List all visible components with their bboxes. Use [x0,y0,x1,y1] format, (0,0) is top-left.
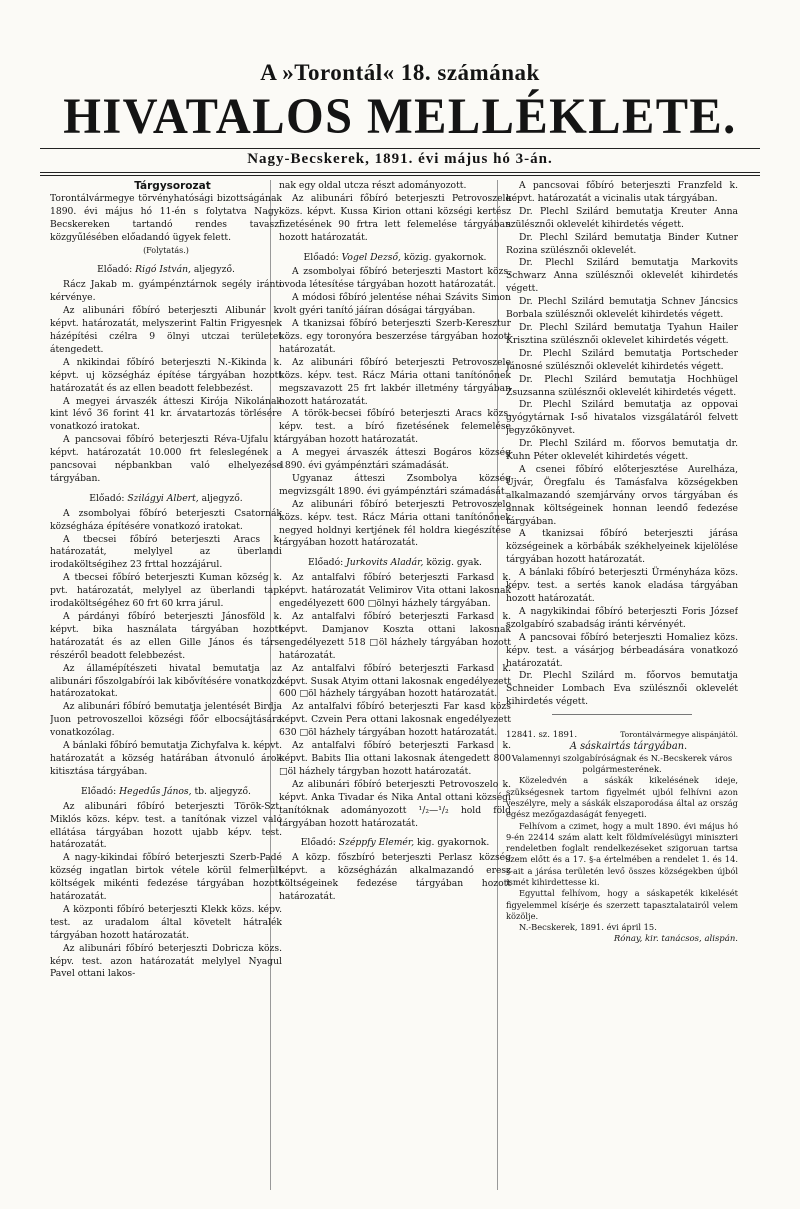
agenda-item: Az alibunári főbíró beterjeszti Dobricza közs. képv. test. azon határozatát melylyel Nyagul Pavel ottani lakos- [50,942,282,980]
notice-address: Valamennyi szolgabíróságnak és N.-Becskerek város polgármesterének. [511,752,733,775]
agenda-item: Az antalfalvi főbíró beterjeszti Farkasd k. képvt. Babits Ilia ottani lakosnak átengedett 800 □öl házhely tárgyban hozott határozatát. [279,740,511,777]
notice-header [506,729,738,741]
agenda-item: A tbecsei főbíró beterjeszti Kuman község k. pvt. határozatát, melylyel az überlandi tap. irodaköltségéhez 60 frt 60 krra járul. [50,572,282,610]
presenter-role: aljegyző. [193,264,235,276]
notice-number: 12841. sz. 1891. [506,730,578,741]
agenda-item: A központi főbíró beterjeszti Klekk közs. képv. test. az uradalom által követelt hátralék tárgyában hozott határozatát. [50,903,282,941]
agenda-item: Dr. Plechl Szilárd m. főorvos bemutatja Schneider Lombach Eva szülésznői oklevelét kihirdetés végett. [506,670,738,708]
agenda-item: A nkikindai főbíró beterjeszti N.-Kikinda k. képvt. uj községház építése tárgyában hozott határozatát és az ellen beadott felebbezést. [50,356,282,394]
presenter-heading [50,264,282,277]
agenda-item: Dr. Plechl Szilárd bemutatja Schnev Jáncsics Borbala szülésznői oklevelét kihirdetés végett. [506,296,738,321]
agenda-item: Dr. Plechl Szilárd bemutatja Kreuter Anna szülésznői oklevelét kihirdetés végett. [506,205,738,230]
agenda-item: Az alibunári főbíró beterjeszti Alibunár k. képvt. határozatát, melyszerint Faltin Frigyesnek házépítési czélra 9 ölnyi utczai területet átengedett. [50,305,282,355]
presenter-role: tb. aljegyző. [194,785,251,797]
presenter-name: Rigó István, [135,264,191,276]
agenda-item: A megyei árvaszék átteszi Kirója Nikolának kint lévő 36 forint 41 kr. árvatartozás törlésére vonatkozó iratokat. [50,395,282,433]
column-1 [50,180,282,1202]
agenda-item: Dr. Plechl Szilárd bemutatja Binder Kutner Rozina szülésznői oklevelét. [506,231,738,256]
presenter-name: Hegedűs János, [119,785,192,797]
presenter-label: Előadó: [89,492,125,504]
agenda-item: Az antalfalvi főbíró beterjeszti Farkasd k. képvt. határozatát Velimirov Vita ottani lakosnak engedélyezett 600 □ölnyi házhely tárgyában. [279,572,511,610]
agenda-item: A tkanizsai főbíró beterjeszti járása községeinek a körbábák székhelyeinek kijelölése tárgyában hozott határozatát. [506,528,738,566]
agenda-item: A párdányi főbíró beterjeszti Jánosföld k. képvt. bika használata tárgyában hozott határozatát és az ellen Gille János és társ. részéről beadott felebbezést. [50,611,282,661]
presenter-heading [279,837,511,850]
notice-dateline: N.-Becskerek, 1891. évi ápril 15. [519,922,657,933]
section-separator [552,714,691,715]
agenda-item: A bánlaki főbíró bemutatja Zichyfalva k. képvt. határozatát a község határában átvonuló árok kitisztása tárgyában. [50,740,282,777]
dateline-rule [40,172,760,173]
agenda-item: A csenei főbíró előterjesztése Aurelháza, Ujvár, Öregfalu és Tamásfalva községekben alkalmazandó szemjárvány orvos tárgyában és annak költségeinek honnan leendő fedezése tárgyában. [506,463,738,527]
dateline: Nagy-Becskerek, 1891. évi május hó 3-án. [247,151,553,167]
agenda-item: A zsombolyai főbíró beterjeszti Mastort közs. ovoda létesítése tárgyában hozott határozatát. [279,266,511,291]
masthead-rule [40,148,760,149]
agenda-item: Az alibunári főbíró beterjeszti Petrovoszelo közs. képv. test. Rácz Mária ottani tanítónőnek negyed holdnyi kertjének fél holdra kiegészítése tárgyában hozott határozatát. [279,498,511,549]
notice-paragraph: Egyuttal felhívom, hogy a sáskapeték kikelését figyelemmel kísérje és szerzett tapasztalatairól velem közölje. [506,888,738,921]
continued-note: (Folytatás.) [143,245,189,255]
presenter-role: közig. gyak. [426,557,482,569]
agenda-item: A zsombolyai főbíró beterjeszti Csatornák községháza építésére vonatkozó iratokat. [50,507,282,532]
agenda-item: A török-becsei főbíró beterjeszti Aracs közs. képv. test. a bíró fizetésének felemelése tárgyában hozott határozatát. [279,408,511,446]
dateline-rule-double [40,175,760,176]
presenter-label: Előadó: [81,785,117,797]
agenda-item: Az alibunári főbíró bemutatja jelentését Birdja Juon petrovoszelloi községi főőr elbocsájtására vonatkozólag. [50,701,282,739]
agenda-item: Dr. Plechl Szilárd m. főorvos bemutatja dr. Kuhn Péter oklevelét kihirdetés végett. [506,438,738,463]
agenda-item: Az alibunári főbíró beterjeszti Török-Szt. Miklós közs. képv. test. a tanítónak vizzel való ellátása tárgyában hozott ujabb képv. test. határozatát. [50,800,282,851]
presenter-name: Vogel Dezső, [341,251,401,263]
presenter-name: Szilágyi Albert, [127,492,199,504]
official-notice [506,729,738,945]
presenter-label: Előadó: [308,557,344,569]
agenda-item: A nagykikindai főbíró beterjeszti Foris József szolgabíró szabadság iránti kérvényét. [506,605,738,630]
agenda-item: Dr. Plechl Szilárd bemutatja az oppovai gyógytárnak I-ső hivatalos vizsgálatáról felvett jegyzőkönyvet. [506,399,738,437]
agenda-item: Az államépítészeti hivatal bemutatja az alibunári főszolgabírói lak kibővítésére vonatkozó határozatokat. [50,662,282,700]
agenda-item: A tbecsei főbíró beterjeszti Aracs k. határozatát, melylyel az überlandi irodaköltségihez 23 frttal hozzájárul. [50,533,282,571]
presenter-name: Széppfy Elemér, [338,837,415,849]
notice-paragraph: Felhívom a czimet, hogy a mult 1890. évi május hó 9-én 22414 szám alatt kelt földmívelésügyi miniszteri rendeletben foglalt rendelkezéseket szigoruan tartsa szem előtt és a 17. §-a értelmében a rendelet 1. és 14. §-ait a járása területén levő összes községekben újból ismét kihirdettesse ki. [506,820,738,888]
agenda-item: Dr. Plechl Szilárd bemutatja Tyahun Hailer Krisztina szülésznői oklevelet kihirdetés végett. [506,321,738,346]
presenter-role: közig. gyakornok. [403,251,487,263]
presenter-heading [50,493,282,506]
agenda-item: A megyei árvaszék átteszi Bogáros község 1890. évi gyámpénztári számadását. [279,447,511,472]
agenda-item: Dr. Plechl Szilárd bemutatja Portscheder Jánosné szülésznői oklevelét kihirdetés végett. [506,347,738,372]
presenter-heading [279,557,511,570]
column-3 [506,180,738,1202]
agenda-item: Az alibunári főbíró beterjeszti Petrovoszelo közs. képvt. Kussa Kirion ottani községi kertész fizetésének 90 frtra lett felemelése tárgyában hozott határozatát. [279,192,511,243]
agenda-item: A pancsovai főbíró beterjeszti Réva-Ujfalu k. képvt. határozatát 10.000 frt feleslegének a pancsovai népbankban való elhelyezése tárgyában. [50,434,282,484]
agenda-item: Ugyanaz átteszi Zsombolya község megvizsgált 1890. évi gyámpénztári számadását. [279,472,511,497]
column-2 [279,180,511,1202]
presenter-label: Előadó: [97,264,133,276]
agenda-item: A nagy-kikindai főbíró beterjeszti Szerb-Padé község ingatlan birtok vétele körül felmerült költségek mikénti fedezése tárgyában hozott határozatát. [50,852,282,903]
agenda-item: Az alibunári főbíró beterjeszti Petrovoszelo közs. képv. test. Rácz Mária ottani tanítónőnek megszavazott 25 frt lakbér illetmény tárgyában hozott határozatát. [279,356,511,407]
masthead-kicker: A »Torontál« 18. számának [260,60,540,85]
notice-paragraph: Közeledvén a sáskák kikelésének ideje, szükségesnek tartom figyelmét ujból felhívni azon veszélyre, mely a sáskák elszaporodása által az ország egész mezőgazdaságát fenyegeti. [506,775,738,820]
section-title: Tárgysorozat [134,180,211,192]
agenda-item: A tkanizsai főbíró beterjeszti Szerb-Keresztur közs. egy toronyóra beszerzése tárgyában hozott határozatát. [279,318,511,355]
agenda-item: Az antalfalvi főbíró beterjeszti Farkasd k. képvt. Susak Atyim ottani lakosnak engedélyezett 600 □öl házhely tárgyában hozott határozatát. [279,662,511,700]
agenda-item: Dr. Plechl Szilárd bemutatja Hochhügel Zsuzsanna szülésznői oklevelét kihirdetés végett. [506,373,738,398]
presenter-role: kig. gyakornok. [417,837,490,849]
agenda-item: Az alibunári főbíró beterjeszti Petrovoszelo k. képvt. Anka Tivadar és Nika Antal ottani községi tanítóknak adományozott ¹/₂—¹/₂ hold föld tárgyában hozott határozatát. [279,778,511,829]
agenda-item: A pancsovai főbíró beterjeszti Homaliez közs. képv. test. a vásárjog bérbeadására vonatkozó határozatát. [506,631,738,669]
masthead-title: HIVATALOS MELLÉKLETE. [63,89,737,145]
presenter-label: Előadó: [300,837,336,849]
notice-signature: Rónay, kir. tanácsos, alispán. [613,933,738,944]
presenter-label: Előadó: [303,251,339,263]
agenda-item: Rácz Jakab m. gyámpénztárnok segély iránti kérvénye. [50,279,282,304]
presenter-heading [279,252,511,265]
agenda-item: A módosi főbíró jelentése néhai Szávits Simon volt gyéri tanító jáíran dóságai tárgyában. [279,292,511,317]
agenda-item: nak egy oldal utcza részt adományozott. [279,180,467,191]
notice-title: A sáskairtás tárgyában. [569,741,688,753]
agenda-item: A pancsovai főbíró beterjeszti Franzfeld k. képvt. határozatát a vicinalis utak tárgyában. [506,180,738,204]
presenter-heading [50,786,282,799]
presenter-name: Jurkovits Aladár, [346,557,424,569]
presenter-role: aljegyző. [201,492,243,504]
agenda-item: Dr. Plechl Szilárd bemutatja Markovits Schwarz Anna szülésznői oklevelét kihirdetés végett. [506,257,738,295]
agenda-item: A közp. főszbíró beterjeszti Perlasz község képvt. a községházán alkalmazandó eresz költségeinek fedezése tárgyában hozott határozatát. [279,852,511,903]
agenda-item: A bánlaki főbíró beterjeszti Ürményháza közs. képv. test. a sertés kanok eladása tárgyában hozott határozatát. [506,567,738,604]
agenda-item: Az antalfalvi főbíró beterjeszti Far kasd közs képvt. Czvein Pera ottani lakosnak engedélyezett 630 □öl házhely tárgyában hozott határozatát. [279,701,511,739]
notice-issuer: Torontálvármegye alispánjától. [620,730,738,740]
agenda-intro: Torontálvármegye törvényhatósági bizottságának 1890. évi május hó 11-én s folytatva Nagy-Becskereken tartandó rendes tavaszi közgyűlésében előadandó ügyek felett. [50,192,282,243]
agenda-item: Az antalfalvi főbíró beterjeszti Farkasd k. képvt. Damjanov Koszta ottani lakosnak engedélyezett 518 □öl házhely tárgyában hozott határozatát. [279,611,511,661]
